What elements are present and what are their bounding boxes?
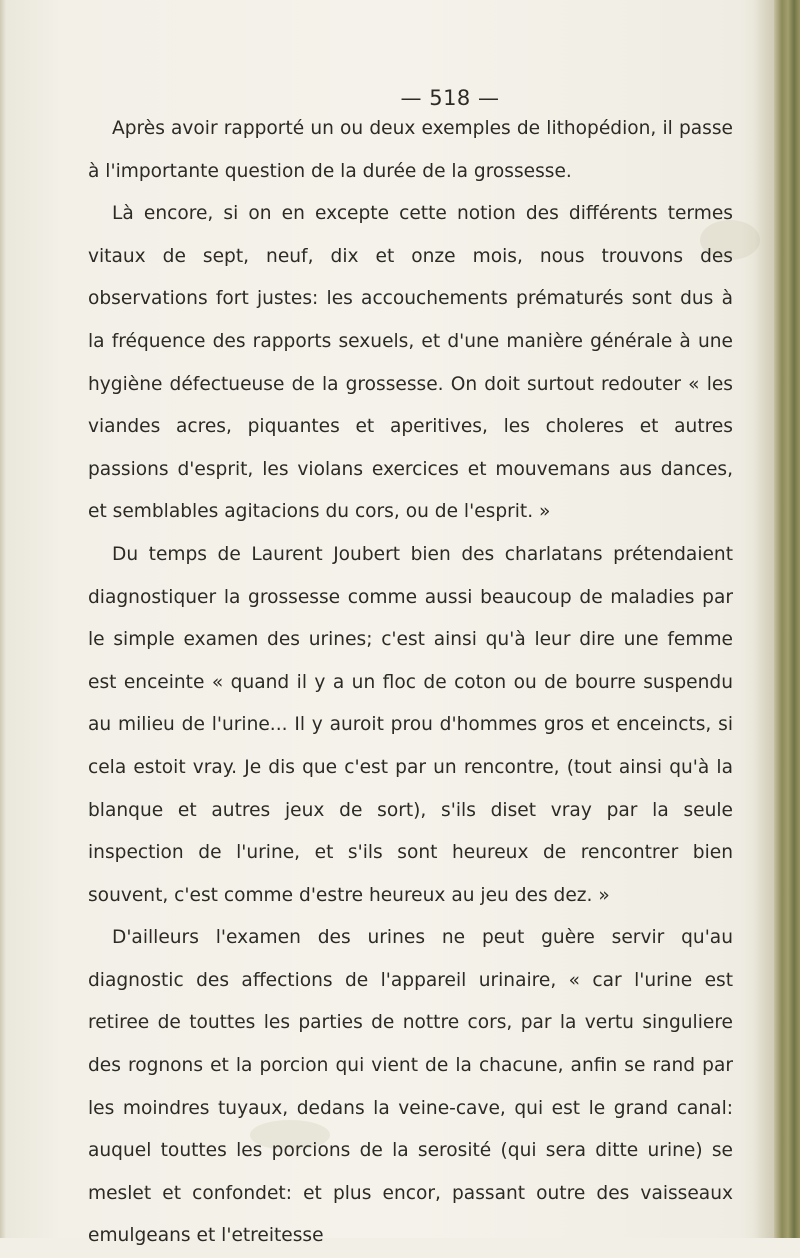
binding-edge (774, 0, 800, 1238)
binding-shadow (754, 0, 774, 1238)
paragraph: D'ailleurs l'examen des urines ne peut guère servir qu'au diagnostic des affections de l'appareil urinaire, « car l'urine est retiree de touttes les parties de nottre cors, par la vertu singuliere des rognons et la porcion qui vient de la chacune, anfin se rand par les moindres tuyaux, dedans la veine-cave, qui est le grand canal: auquel touttes les porcions de la serosité (qui sera ditte urine) se meslet et confondet: et plus encor, passant outre des vaisseaux emulgeans et l'etreitesse (88, 927, 733, 1247)
paragraph: Là encore, si on en excepte cette notion des différents termes vitaux de sept, neuf, dix et onze mois, nous trouvons des observations fort justes: les accouchements prématurés sont dus à la fréquence des rapports sexuels, et d'une manière générale à une hygiène défectueuse de la grossesse. On doit surtout redouter « les viandes acres, piquantes et aperitives, les choleres et autres passions d'esprit, les violans exercices et mouvemans aus dances, et semblables agitacions du cors, ou de l'esprit. » (88, 203, 733, 523)
paragraph: Après avoir rapporté un ou deux exemples de lithopédion, il passe à l'importante question de la durée de la grossesse. (88, 118, 733, 182)
page-left-edge (0, 0, 6, 1238)
body-text (88, 108, 733, 1258)
page-number: — 518 — (400, 86, 500, 110)
paragraph: Du temps de Laurent Joubert bien des charlatans prétendaient diagnostiquer la grossesse comme aussi beaucoup de maladies par le simple examen des urines; c'est ainsi qu'à leur dire une femme est enceinte « quand il y a un floc de coton ou de bourre suspendu au milieu de l'urine... Il y auroit prou d'hommes gros et enceincts, si cela estoit vray. Je dis que c'est par un rencontre, (tout ainsi qu'à la blanque et autres jeux de sort), s'ils diset vray par la seule inspection de l'urine, et s'ils sont heureux de rencontrer bien souvent, c'est comme d'estre heureux au jeu des dez. » (88, 543, 733, 906)
